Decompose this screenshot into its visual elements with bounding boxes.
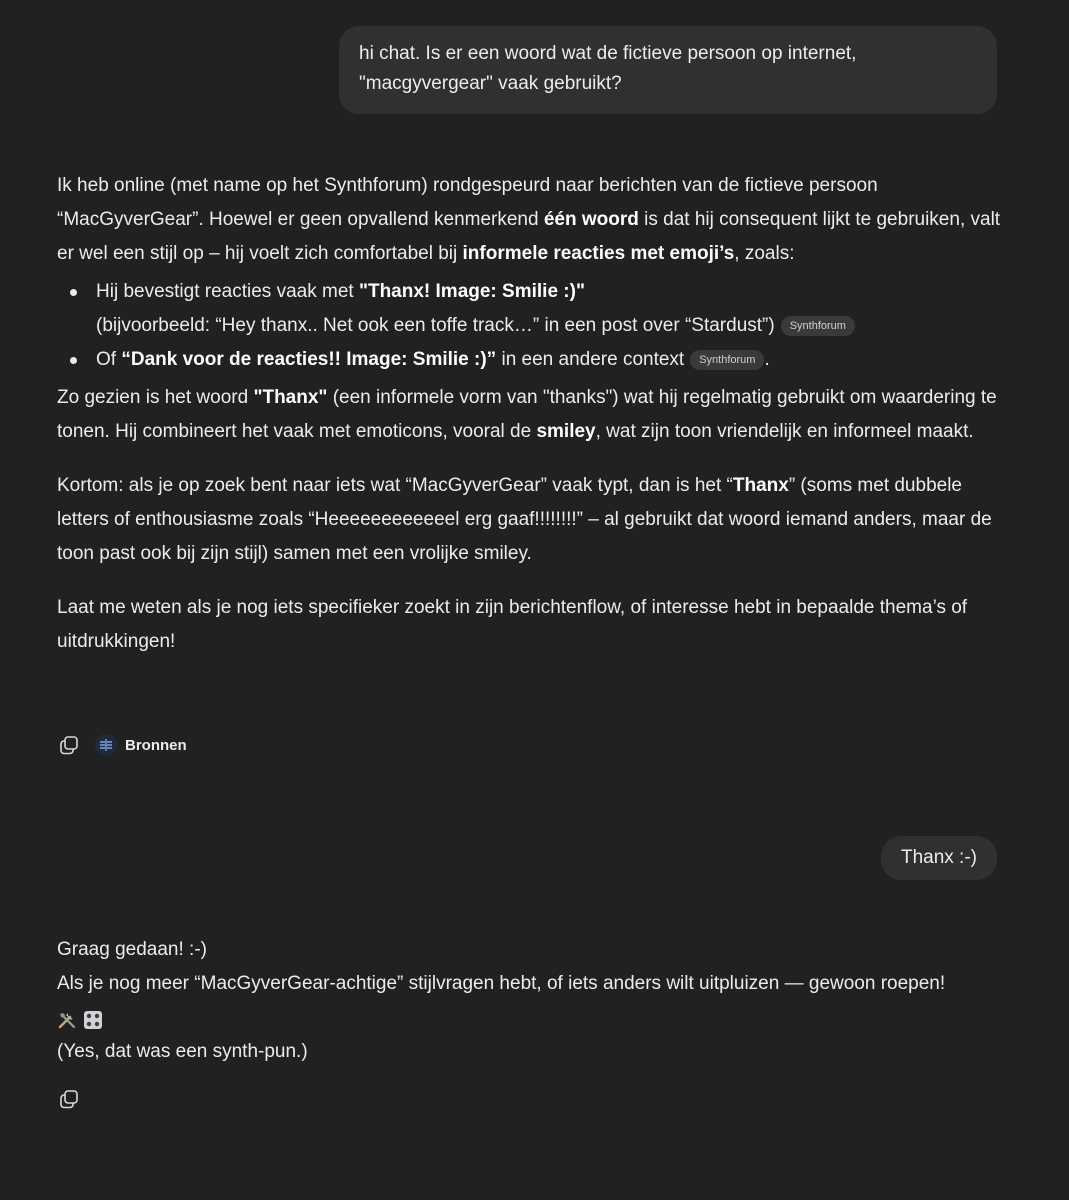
- para3-bold: Thanx: [732, 475, 789, 496]
- reply1-bullet-1: [96, 275, 1002, 343]
- user-message-1: [339, 26, 997, 114]
- bullet2-post: in een andere context: [496, 349, 685, 370]
- reply1-intro-b: is dat hij consequent lijkt te gebruiken, valt er wel een stijl op – hij voelt zich comfortabel bij: [57, 209, 1001, 264]
- user-message-2: [881, 836, 997, 880]
- bullet1-line2: (bijvoorbeeld: “Hey thanx.. Net ook een toffe track…” in een post over “Stardust”): [96, 315, 775, 336]
- assistant-reply-1: [57, 169, 1002, 659]
- para2-bold2: smiley: [536, 421, 596, 442]
- control-knobs-emoji-icon: [83, 1008, 103, 1028]
- user-message-2-text: Thanx :-): [900, 847, 977, 868]
- reply2-emoji-row: [57, 1001, 1002, 1035]
- assistant-reply-2: [57, 933, 1002, 1069]
- para2-b: (een informele vorm van "thanks") wat hij regelmatig gebruikt om waardering te tonen. Hij combineert het vaak met emoticons, vooral de: [57, 387, 997, 442]
- source-chip-synthforum-2[interactable]: Synthforum: [690, 350, 764, 370]
- reply1-bullet-2: [96, 343, 1002, 377]
- sources-label: Bronnen: [125, 736, 187, 754]
- reply2-line1: Graag gedaan! :-): [57, 939, 207, 960]
- bullet1-bold: "Thanx! Image: Smilie :)": [358, 281, 585, 302]
- reply1-bullet-list: [57, 275, 1002, 377]
- sources-button[interactable]: [95, 734, 187, 756]
- reply2-line3: (Yes, dat was een synth-pun.): [57, 1041, 308, 1062]
- copy-icon[interactable]: [57, 733, 81, 757]
- para2-c: , wat zijn toon vriendelijk en informeel maakt.: [595, 421, 974, 442]
- para3-b: ” (soms met dubbele letters of enthousiasme zoals “Heeeeeeeeeeeel erg gaaf!!!!!!!!” – al gebruikt dat woord iemand anders, maar de toon past ook bij zijn stijl) samen met een vrolijke smiley.: [57, 475, 992, 564]
- tools-emoji-icon: [57, 1008, 77, 1028]
- para2-a: Zo gezien is het woord: [57, 387, 254, 408]
- bullet2-pre: Of: [96, 349, 122, 370]
- bullet1-pre: Hij bevestigt reacties vaak met: [96, 281, 359, 302]
- para3-a: Kortom: als je op zoek bent naar iets wat “MacGyverGear” vaak typt, dan is het “: [57, 475, 733, 496]
- user-message-1-line1: hi chat. Is er een woord wat de fictieve persoon op internet,: [359, 43, 857, 64]
- copy-icon[interactable]: [57, 1087, 81, 1111]
- reply2-actions: [57, 1087, 81, 1111]
- user-message-1-line2: "macgyvergear" vaak gebruikt?: [359, 73, 622, 94]
- reply1-intro-bold2: informele reacties met emoji’s: [462, 243, 735, 264]
- reply1-intro-bold1: één woord: [543, 209, 639, 230]
- reply1-para4: Laat me weten als je nog iets specifieker zoekt in zijn berichtenflow, of interesse hebt in bepaalde thema’s of uitdrukkingen!: [57, 597, 968, 652]
- para2-bold1: "Thanx": [253, 387, 328, 408]
- reply1-intro-c: , zoals:: [734, 243, 795, 264]
- reply1-intro-a: Ik heb online (met name op het Synthforum) rondgespeurd naar berichten van de fictieve persoon “MacGyverGear”. Hoewel er geen opvallend kenmerkend: [57, 175, 878, 230]
- bullet2-bold: “Dank voor de reacties!! Image: Smilie :)”: [121, 349, 497, 370]
- reply1-intro: [57, 169, 1002, 271]
- reply1-para3: [57, 469, 1002, 571]
- reply1-actions: [57, 733, 187, 757]
- synthforum-logo-icon: [95, 734, 117, 756]
- reply1-para2: [57, 381, 1002, 449]
- source-chip-synthforum-1[interactable]: Synthforum: [781, 316, 855, 336]
- bullet2-trail: .: [764, 349, 770, 370]
- reply2-line2: Als je nog meer “MacGyverGear-achtige” stijlvragen hebt, of iets anders wilt uitpluizen — gewoon roepen!: [57, 973, 946, 994]
